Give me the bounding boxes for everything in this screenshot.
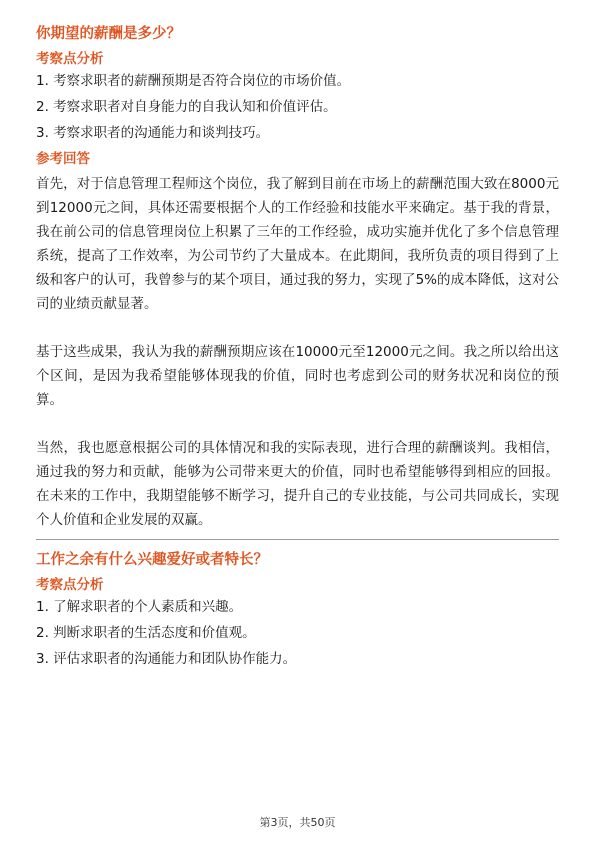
question-title: 你期望的薪酬是多少？	[36, 26, 181, 42]
answer-paragraph: 首先，对于信息管理工程师这个岗位，我了解到目前在市场上的薪酬范围大致在8000元到12000元之间，具体还需要根据个人的工作经验和技能水平来确定。基于我的背景，我在前公司的信息管理岗位上积累了三年的工作经验，成功实施并优化了多个信息管理系统，提高了工作效率，为公司节约了大量成本。在此期间，我所负责的项目得到了上级和客户的认可，我曾参与的某个项目，通过我的努力，实现了5%的成本降低，这对公司的业绩贡献显著。	[36, 176, 559, 312]
analysis-point: 3. 考察求职者的沟通能力和谈判技巧。	[36, 125, 270, 141]
answer-paragraph: 当然，我也愿意根据公司的具体情况和我的实际表现，进行合理的薪酬谈判。我相信，通过我的努力和贡献，能够为公司带来更大的价值，同时也希望能够得到相应的回报。在未来的工作中，我期望能够不断学习，提升自己的专业技能，与公司共同成长，实现个人价值和企业发展的双赢。	[36, 440, 559, 528]
analysis-heading: 考察点分析	[36, 51, 104, 67]
answer-heading: 参考回答	[36, 151, 90, 167]
answer-paragraph: 基于这些成果，我认为我的薪酬预期应该在10000元至12000元之间。我之所以给出这个区间，是因为我希望能够体现我的价值，同时也考虑到公司的财务状况和岗位的预算。	[36, 344, 559, 408]
analysis-point: 1. 了解求职者的个人素质和兴趣。	[36, 599, 243, 615]
section-divider	[36, 539, 559, 540]
question-title: 工作之余有什么兴趣爱好或者特长？	[36, 552, 268, 568]
analysis-heading: 考察点分析	[36, 577, 104, 593]
analysis-point: 1. 考察求职者的薪酬预期是否符合岗位的市场价值。	[36, 73, 351, 89]
analysis-point: 3. 评估求职者的沟通能力和团队协作能力。	[36, 651, 297, 667]
document-page	[36, 24, 559, 676]
question-section-salary	[36, 24, 559, 532]
analysis-point: 2. 判断求职者的生活态度和价值观。	[36, 625, 256, 641]
analysis-point: 2. 考察求职者对自身能力的自我认知和价值评估。	[36, 99, 337, 115]
question-section-hobbies	[36, 550, 559, 669]
page-number: 第3页，共50页	[259, 816, 336, 829]
